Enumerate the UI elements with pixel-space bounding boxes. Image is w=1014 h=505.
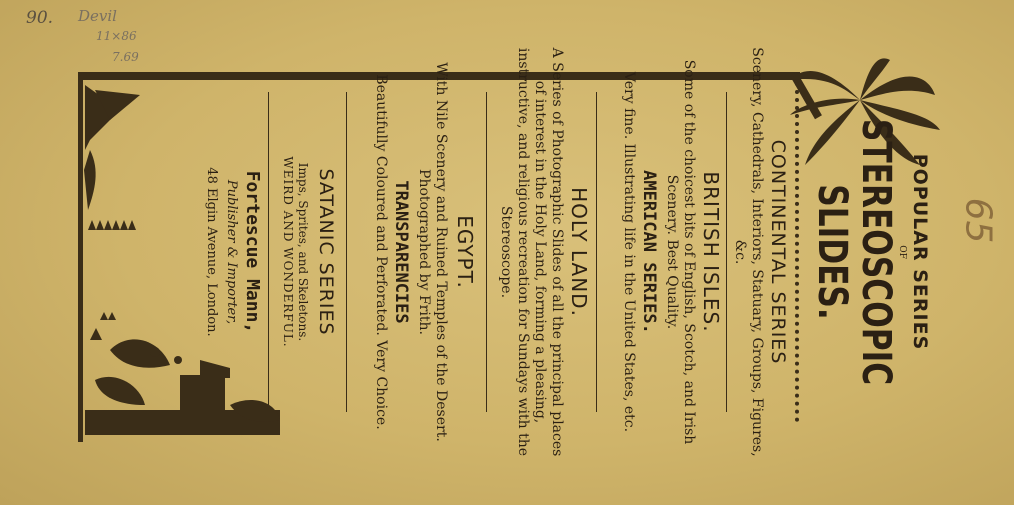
pencil-note-code: 7.69 [112,50,139,64]
divider [596,92,597,412]
publisher-role: Publisher & Importer, [224,179,239,325]
transparencies-desc: Beautifully Coloured and Perforated. Very Choice. [373,74,389,430]
satanic-series-tagline: WEIRD AND WONDERFUL. [281,156,295,348]
british-isles-heading: BRITISH ISLES. [699,171,723,333]
text-panel [57,42,957,462]
egypt-desc: With Nile Scenery and Ruined Temples of the Desert. Photographed by Frith. [416,62,449,442]
divider [346,92,347,412]
satanic-series-desc: Imps, Sprites, and Skeletons. [296,162,310,342]
american-series-heading: AMERICAN SERIES. [639,170,659,334]
transparencies-heading: TRANSPARENCIES [391,180,411,324]
holy-land-heading: HOLY LAND. [567,187,591,317]
publisher-name: Fortescue Mann, [242,170,263,334]
pencil-note-devil: Devil [78,7,117,25]
of-label: OF [897,245,907,259]
pencil-note-right: 65 [957,197,999,244]
continental-series-heading: CONTINENTAL SERIES [767,139,789,365]
egypt-heading: EGYPT. [453,215,477,289]
title-stereoscopic: STEREOSCOPIC [853,118,899,386]
british-isles-desc: Some of the choicest bits of English, Scotch, and Irish Scenery. Best Quality. [664,59,697,445]
satanic-series-heading: SATANIC SERIES [315,168,337,336]
american-series-desc: Very fine. Illustrating life in the United States, etc. [621,71,637,433]
continental-series-desc: Scenery, Cathedrals, Interiors, Statuary, Groups, Figures, &c. [732,47,765,457]
popular-series-heading: POPULAR SERIES [909,153,931,351]
title-slides: SLIDES. [809,184,855,320]
pencil-note-number: 90. [26,8,54,28]
divider [726,92,727,412]
pencil-note-size: 11×86 [96,29,137,43]
holy-land-desc: A Series of Photographic Slides of all the principal places of interest in the Holy Land, forming a pleasing, instructive, and religious recreation for Sundays with the Stereoscope. [498,47,565,457]
divider [486,92,487,412]
divider [268,92,269,412]
dotted-divider [795,82,799,422]
publisher-address: 48 Elgin Avenue, London. [204,167,219,337]
